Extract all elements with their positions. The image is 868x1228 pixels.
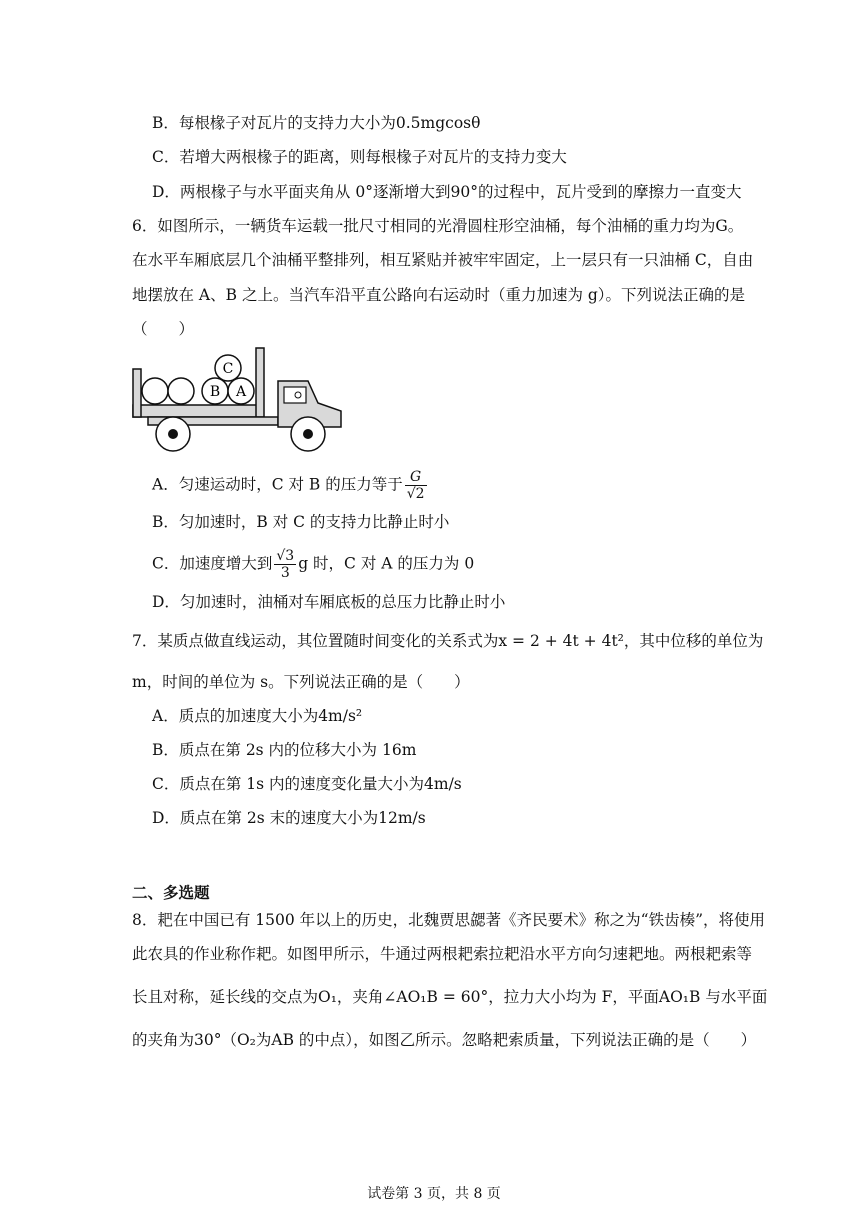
drum-c-label: C [222, 361, 234, 377]
q6-stem-line-2: 在水平车厢底层几个油桶平整排列，相互紧贴并被牢牢固定，上一层只有一只油桶 C，自由 [132, 251, 754, 269]
q6-option-b: B．匀加速时，B 对 C 的支持力比静止时小 [152, 513, 450, 531]
q7-stem-line-1: 7．某质点做直线运动，其位置随时间变化的关系式为x = 2 + 4t + 4t²，其中位移的单位为 [132, 632, 764, 650]
q6-option-c: C．加速度增大到 $\frac{√3}{3}$ g 时，C 对 A 的压力为 0 [152, 548, 475, 581]
page-footer: 试卷第 3 页，共 8 页 [367, 1186, 501, 1202]
q7-option-c: C．质点在第 1s 内的速度变化量大小为4m/s [152, 775, 462, 793]
q8-stem-line-4: 的夹角为30°（O₂为AB 的中点），如图乙所示。忽略耙索质量，下列说法正确的是（ ） [132, 1031, 757, 1049]
q8-stem-line-2: 此农具的作业称作耙。如图甲所示，牛通过两根耙索拉耙沿水平方向匀速耙地。两根耙索等 [132, 945, 753, 963]
q5-option-b: B．每根椽子对瓦片的支持力大小为0.5mgcosθ [152, 114, 481, 132]
q6-option-d: D．匀加速时，油桶对车厢底板的总压力比静止时小 [152, 593, 506, 611]
q6-answer-paren: （ ） [132, 320, 195, 338]
truck-front-post [256, 348, 264, 417]
drum [142, 378, 168, 404]
q8-stem-line-1: 8．耙在中国已有 1500 年以上的历史，北魏贾思勰著《齐民要术》称之为“铁齿楱”，将使用 [132, 911, 766, 929]
drum-b-label: B [209, 384, 221, 400]
q5-option-c: C．若增大两根椽子的距离，则每根椽子对瓦片的支持力变大 [152, 148, 567, 166]
section-heading: 二、多选题 [132, 883, 210, 902]
q5-option-d: D．两根椽子与水平面夹角从 0°逐渐增大到90°的过程中，瓦片受到的摩擦力一直变大 [152, 183, 742, 201]
drum-a-label: A [235, 384, 247, 400]
q6-stem-line-3: 地摆放在 A、B 之上。当汽车沿平直公路向右运动时（重力加速为 g）。下列说法正确的是 [132, 286, 746, 304]
truck-bed [133, 405, 263, 417]
q7-stem-line-2: m，时间的单位为 s。下列说法正确的是（ ） [132, 673, 470, 691]
q7-option-d: D．质点在第 2s 末的速度大小为12m/s [152, 809, 426, 827]
q6-option-a: A．匀速运动时，C 对 B 的压力等于 $\frac{G}{√2}$ [152, 469, 425, 502]
q6-stem-line-1: 6．如图所示，一辆货车运载一批尺寸相同的光滑圆柱形空油桶，每个油桶的重力均为G。 [132, 217, 744, 235]
truck-figure [128, 345, 353, 455]
truck-rear-post [133, 369, 141, 417]
q7-option-b: B．质点在第 2s 内的位移大小为 16m [152, 741, 417, 759]
q8-stem-line-3: 长且对称，延长线的交点为O₁，夹角∠AO₁B = 60°，拉力大小均为 F，平面AO₁B 与水平面 [132, 988, 768, 1006]
drum [168, 378, 194, 404]
q7-option-a: A．质点的加速度大小为4m/s² [152, 707, 363, 725]
